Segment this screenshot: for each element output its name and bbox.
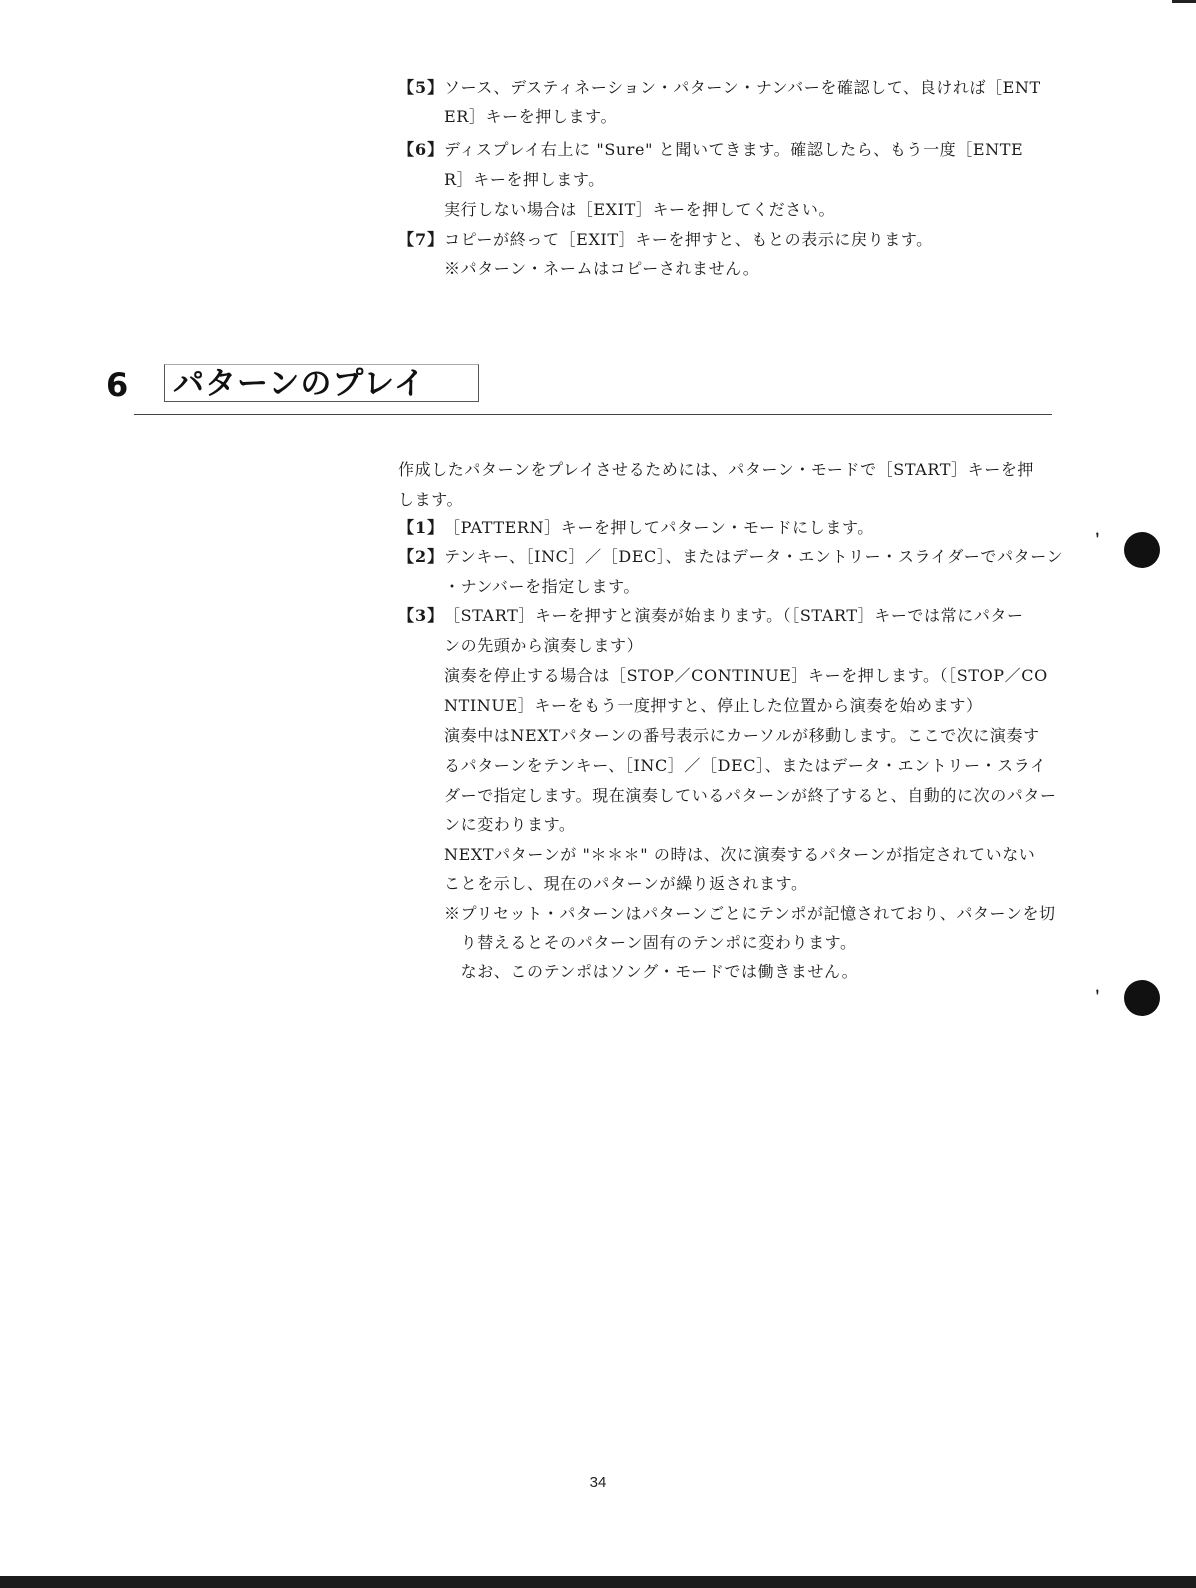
step-6-number: 【6】 — [398, 140, 445, 159]
step-3-line-10: ことを示し、現在のパターンが繰り返されます。 — [444, 874, 808, 893]
section-title: パターンのプレイ — [164, 364, 479, 402]
step-6-line-3: 実行しない場合は［EXIT］キーを押してください。 — [444, 200, 836, 219]
scan-bottom-edge — [0, 1576, 1196, 1588]
step-5-number: 【5】 — [398, 78, 445, 97]
step-6-line-1: 【6】ディスプレイ右上に "Sure" と聞いてきます。確認したら、もう一度［ENTE — [398, 140, 1024, 159]
step-3-number: 【3】 — [398, 606, 445, 625]
step-3-line-11: ※プリセット・パターンはパターンごとにテンポが記憶されており、パターンを切 — [444, 904, 1056, 923]
step-6-line-2: R］キーを押します。 — [444, 170, 605, 189]
step-3-line-8: ンに変わります。 — [444, 815, 576, 834]
page-number: 34 — [589, 1474, 607, 1491]
step-3-line-6: るパターンをテンキー、［INC］／［DEC］、またはデータ・エントリー・スライ — [444, 756, 1047, 775]
scan-edge-mark — [1172, 0, 1196, 3]
step-3-line-3: 演奏を停止する場合は［STOP／CONTINUE］キーを押します。（［STOP／CO — [444, 666, 1048, 685]
step-2-number: 【2】 — [398, 547, 445, 566]
section-rule — [134, 414, 1052, 415]
step-3-line-5: 演奏中はNEXTパターンの番号表示にカーソルが移動します。ここで次に演奏す — [444, 726, 1040, 745]
step-1-number: 【1】 — [398, 518, 445, 537]
step-3-line-1: 【3】［START］キーを押すと演奏が始まります。（［START］キーでは常にパター — [398, 606, 1024, 625]
section-number: 6 — [106, 366, 129, 404]
step-2-line-1: 【2】テンキー、［INC］／［DEC］、またはデータ・エントリー・スライダーでパターン — [398, 547, 1064, 566]
step-5-line-1: 【5】ソース、デスティネーション・パターン・ナンバーを確認して、良ければ［ENT — [398, 78, 1041, 97]
punch-hole-2 — [1124, 980, 1160, 1016]
step-3-line-13: なお、このテンポはソング・モードでは働きません。 — [444, 962, 859, 981]
intro-line-2: します。 — [398, 490, 464, 509]
step-2-line-2: ・ナンバーを指定します。 — [444, 577, 641, 596]
step-7-number: 【7】 — [398, 230, 445, 249]
step-3-line-7: ダーで指定します。現在演奏しているパターンが終了すると、自動的に次のパター — [444, 786, 1057, 805]
step-3-line-9: NEXTパターンが "＊＊＊" の時は、次に演奏するパターンが指定されていない — [444, 845, 1036, 864]
step-7-note: ※パターン・ネームはコピーされません。 — [444, 259, 760, 278]
intro-line-1: 作成したパターンをプレイさせるためには、パターン・モードで［START］キーを押 — [398, 460, 1035, 479]
step-3-line-2: ンの先頭から演奏します） — [444, 636, 644, 655]
step-3-line-4: NTINUE］キーをもう一度押すと、停止した位置から演奏を始めます） — [444, 696, 983, 715]
step-7-line-1: 【7】コピーが終って［EXIT］キーを押すと、もとの表示に戻ります。 — [398, 230, 933, 249]
step-1-line-1: 【1】［PATTERN］キーを押してパターン・モードにします。 — [398, 518, 874, 537]
punch-hole-1 — [1124, 532, 1160, 568]
step-3-line-12: り替えるとそのパターン固有のテンポに変わります。 — [444, 933, 857, 952]
step-5-line-2: ER］キーを押します。 — [444, 107, 618, 126]
scan-mark-2: ʼ — [1092, 984, 1107, 1010]
scan-mark-1: ʼ — [1092, 527, 1107, 553]
